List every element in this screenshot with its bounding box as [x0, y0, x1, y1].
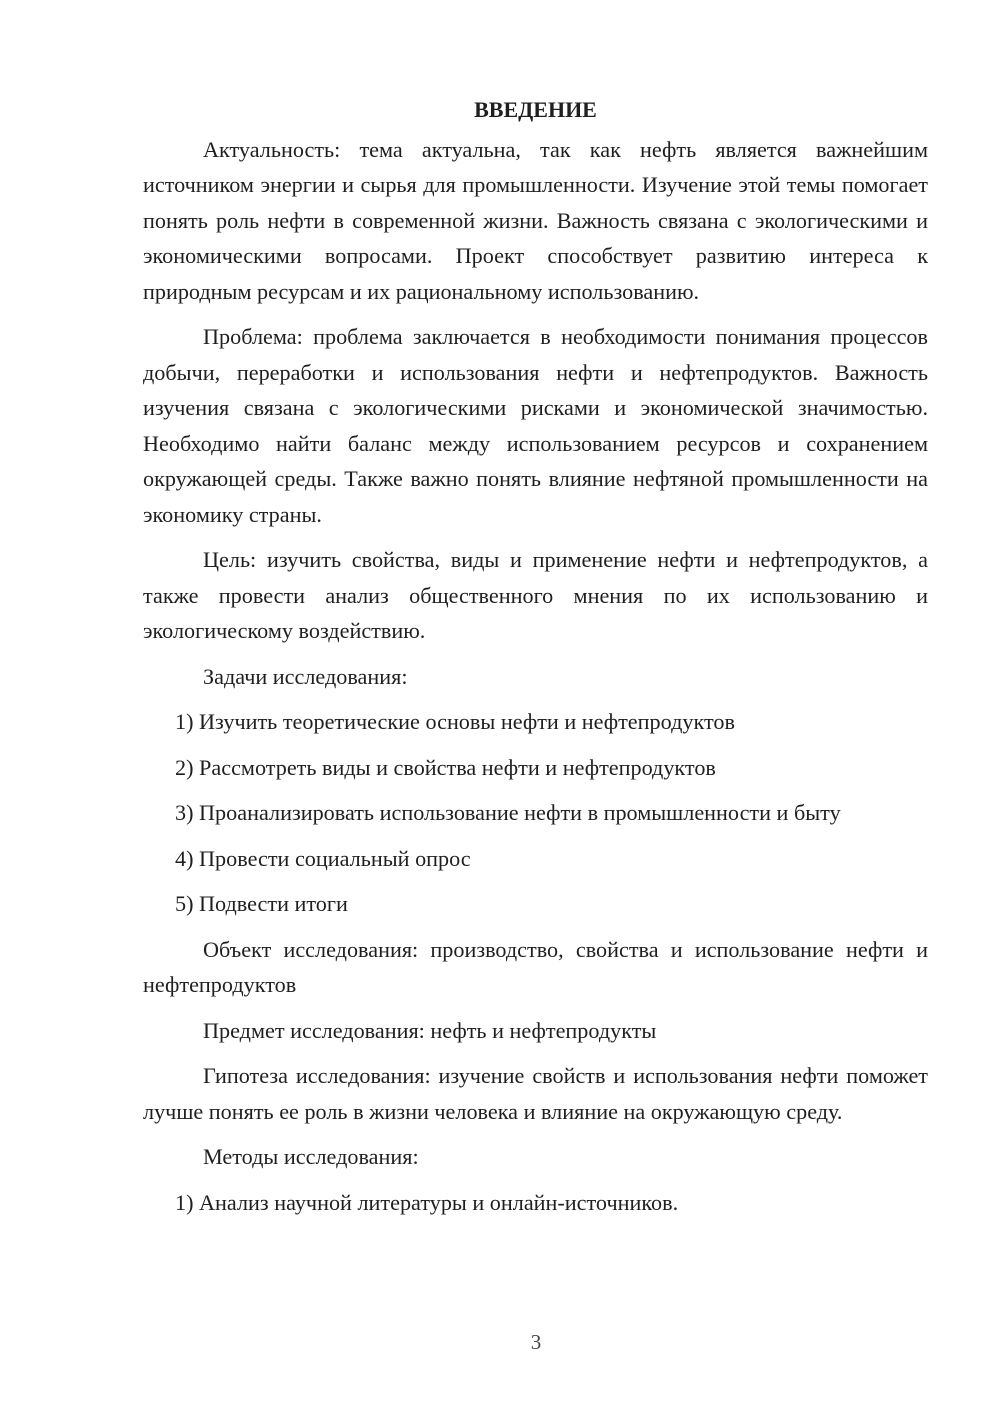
tasks-list	[143, 704, 928, 922]
list-item: 5) Подвести итоги	[175, 891, 348, 916]
goal-paragraph: Цель: изучить свойства, виды и применение нефти и нефтепродуктов, а также провести анализ общественного мнения по их использованию и экологическому воздействию.	[143, 547, 928, 643]
relevance-paragraph: Актуальность: тема актуальна, так как нефть является важнейшим источником энергии и сырья для промышленности. Изучение этой темы помогает понять роль нефти в современной жизни. Важность связана с экологическими и экономическими вопросами. Проект способствует развитию интереса к природным ресурсам и их рациональному использованию.	[143, 136, 928, 304]
list-item: 2) Рассмотреть виды и свойства нефти и нефтепродуктов	[175, 754, 716, 780]
hypothesis-paragraph: Гипотеза исследования: изучение свойств и использования нефти поможет лучше понять ее роль в жизни человека и влияние на окружающую среду.	[143, 1063, 928, 1124]
list-item: 3) Проанализировать использование нефти в промышленности и быту	[175, 800, 841, 825]
list-item: 1) Анализ научной литературы и онлайн-источников.	[175, 1189, 679, 1215]
page-content	[143, 92, 928, 1230]
tasks-heading: Задачи исследования:	[203, 663, 408, 689]
page-number: 3	[530, 1330, 542, 1354]
list-item: 4) Провести социальный опрос	[175, 845, 471, 871]
problem-paragraph: Проблема: проблема заключается в необходимости понимания процессов добычи, переработки и использования нефти и нефтепродуктов. Важность изучения связана с экологическими рисками и экономической значимостью. Необходимо найти баланс между использованием ресурсов и сохранением окружающей среды. Также важно понять влияние нефтяной промышленности на экономику страны.	[143, 324, 928, 527]
page-title: ВВЕДЕНИЕ	[474, 97, 597, 122]
subject-paragraph: Предмет исследования: нефть и нефтепродукты	[203, 1017, 657, 1043]
object-paragraph: Объект исследования: производство, свойства и использование нефти и нефтепродуктов	[143, 936, 928, 997]
methods-list	[143, 1185, 928, 1221]
methods-heading: Методы исследования:	[203, 1144, 419, 1169]
list-item: 1) Изучить теоретические основы нефти и нефтепродуктов	[175, 709, 735, 734]
